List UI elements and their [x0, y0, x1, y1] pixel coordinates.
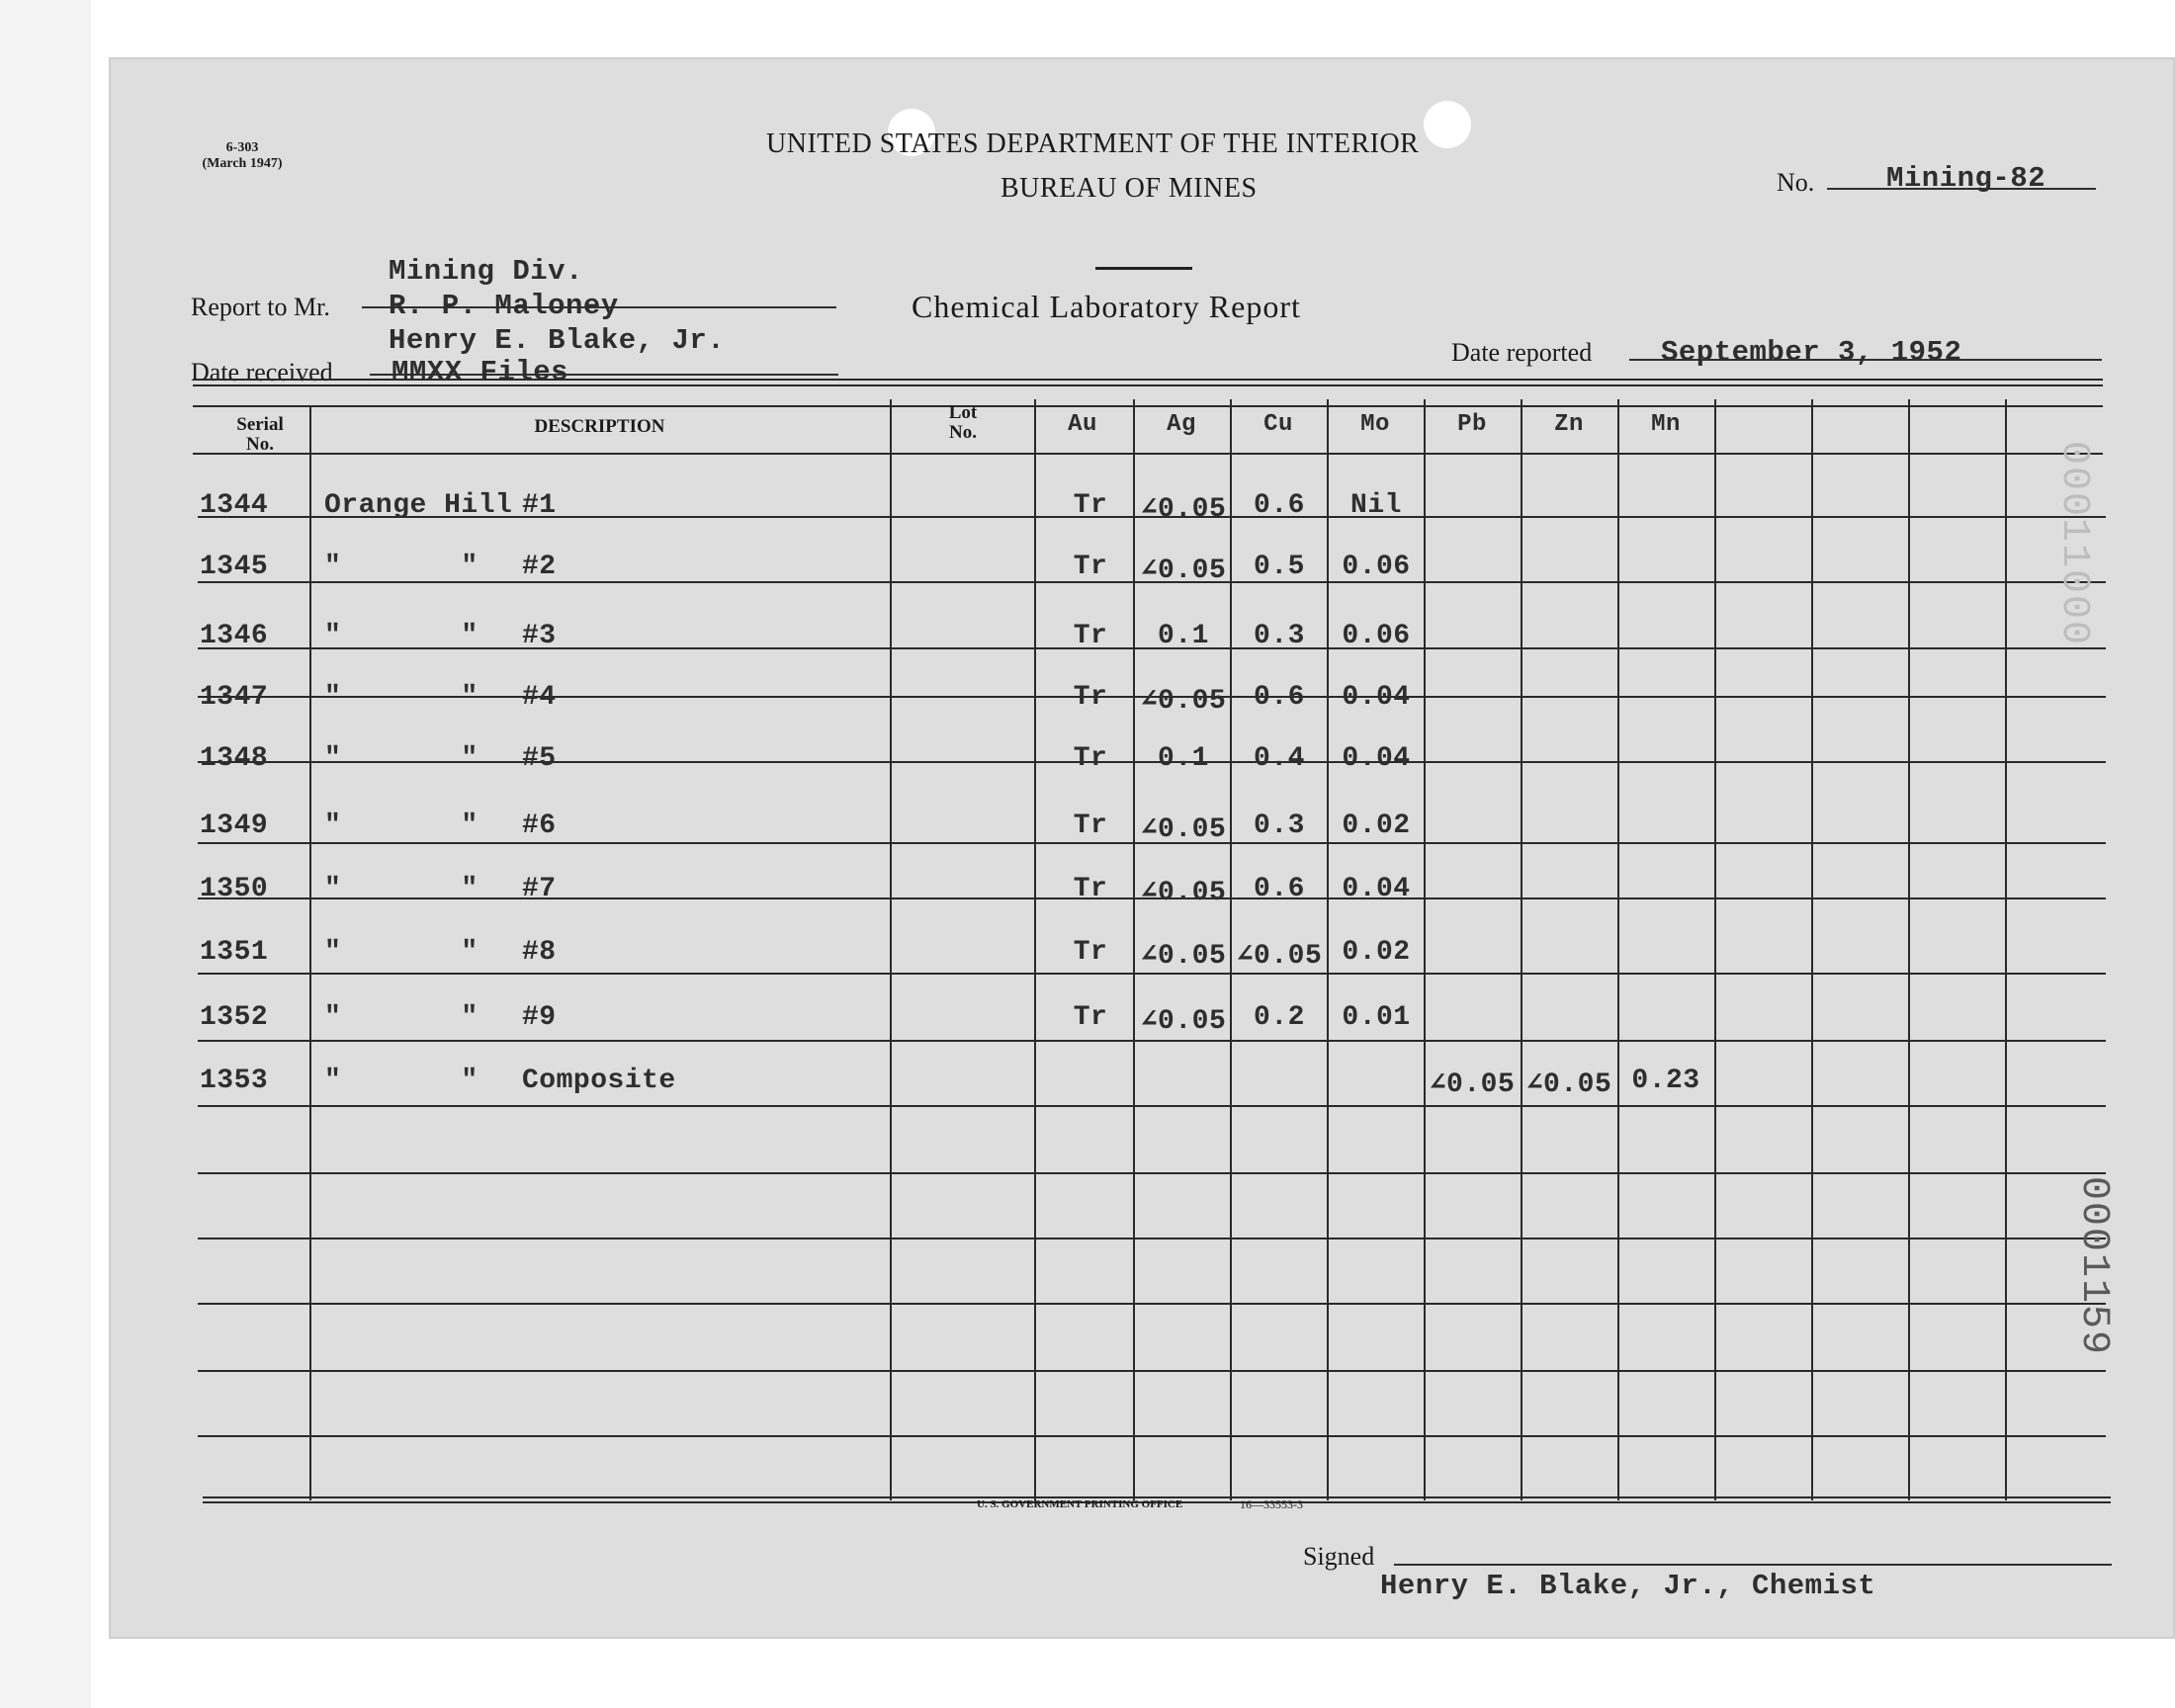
row-rule	[198, 1040, 2106, 1042]
cell-ag: ∠0.05	[1140, 494, 1227, 525]
signed-label: Signed	[1303, 1542, 1375, 1571]
header-element: Ag	[1167, 411, 1196, 438]
cell-cu: 0.4	[1254, 743, 1305, 774]
divider-au	[1133, 399, 1135, 1500]
cell-mn: 0.23	[1631, 1066, 1700, 1096]
report-to-name: R. P. Maloney	[389, 290, 619, 322]
divider-serial	[309, 407, 311, 1500]
cell-d1: "	[324, 552, 342, 582]
header-lot-line1: Lot	[948, 402, 978, 423]
cell-d1: "	[324, 811, 342, 841]
header-serial	[211, 415, 309, 455]
cell-serial: 1348	[200, 743, 269, 774]
cell-mo: 0.06	[1342, 621, 1411, 651]
cell-d3: #7	[522, 874, 557, 904]
cell-d2: "	[461, 1066, 478, 1096]
header-description: DESCRIPTION	[534, 416, 665, 437]
header-serial-line2: No.	[246, 434, 274, 455]
cell-mo: Nil	[1350, 490, 1402, 521]
cell-ag: 0.1	[1158, 743, 1209, 774]
cell-mo: 0.04	[1342, 682, 1411, 713]
stamp-number-upper: 00011000	[2051, 441, 2096, 647]
cell-cu: 0.6	[1254, 682, 1305, 713]
header-element: Mn	[1651, 411, 1681, 438]
cell-d2: "	[461, 811, 478, 841]
from-name: Henry E. Blake, Jr.	[389, 324, 726, 357]
cell-au: Tr	[1073, 552, 1108, 582]
cell-serial: 1345	[200, 552, 269, 582]
printer-code: 16—33553-3	[1240, 1497, 1303, 1511]
cell-d3: #3	[522, 621, 557, 651]
divider-pb	[1521, 399, 1522, 1500]
report-title: Chemical Laboratory Report	[912, 289, 1301, 324]
cell-au: Tr	[1073, 937, 1108, 968]
cell-d2: "	[461, 937, 478, 968]
cell-d2: "	[461, 874, 478, 904]
divider-mn	[1714, 399, 1716, 1500]
cell-d2: "	[461, 682, 478, 713]
cell-ag: ∠0.05	[1140, 555, 1227, 586]
date-reported-value: September 3, 1952	[1661, 336, 1962, 369]
cell-ag: ∠0.05	[1140, 814, 1227, 845]
report-to-division: Mining Div.	[389, 255, 583, 288]
no-label: No.	[1777, 168, 1815, 197]
cell-d1: "	[324, 874, 342, 904]
divider-mo	[1424, 399, 1426, 1500]
cell-d1: "	[324, 1066, 342, 1096]
cell-mo: 0.06	[1342, 552, 1411, 582]
divider-lot	[1034, 399, 1036, 1500]
cell-au: Tr	[1073, 621, 1108, 651]
date-reported-label: Date reported	[1451, 338, 1593, 367]
cell-au: Tr	[1073, 811, 1108, 841]
row-rule	[198, 973, 2106, 975]
cell-ag: ∠0.05	[1140, 1006, 1227, 1037]
department-heading: UNITED STATES DEPARTMENT OF THE INTERIOR	[766, 128, 1420, 159]
row-rule	[198, 1238, 2106, 1239]
divider-zn	[1617, 399, 1619, 1500]
cell-mo: 0.02	[1342, 937, 1411, 968]
no-value: Mining-82	[1886, 162, 2046, 195]
cell-serial: 1346	[200, 621, 269, 651]
table-header-top	[193, 405, 2103, 407]
divider-blank-1	[1811, 399, 1813, 1500]
cell-d2: "	[461, 743, 478, 774]
punch-hole-right	[1424, 101, 1471, 148]
cell-mo: 0.04	[1342, 743, 1411, 774]
cell-au: Tr	[1073, 874, 1108, 904]
cell-d3: #2	[522, 552, 557, 582]
divider-description	[890, 399, 892, 1500]
cell-serial: 1351	[200, 937, 269, 968]
cell-d3: #6	[522, 811, 557, 841]
cell-d1: "	[324, 937, 342, 968]
printer-mark: U. S. GOVERNMENT PRINTING OFFICE	[977, 1498, 1183, 1510]
cell-cu: 0.2	[1254, 1002, 1305, 1033]
cell-d1: Orange Hill	[324, 490, 513, 521]
cell-au: Tr	[1073, 1002, 1108, 1033]
cell-mo: 0.01	[1342, 1002, 1411, 1033]
cell-serial: 1347	[200, 682, 269, 713]
header-element: Mo	[1360, 411, 1390, 438]
cell-ag: 0.1	[1158, 621, 1209, 651]
header-element: Cu	[1263, 411, 1293, 438]
divider-blank-3	[2005, 399, 2007, 1500]
cell-d3: #8	[522, 937, 557, 968]
cell-cu: 0.3	[1254, 811, 1305, 841]
header-lot-line2: No.	[949, 422, 977, 443]
table-top-rule	[193, 379, 2103, 381]
cell-ag: ∠0.05	[1140, 878, 1227, 908]
form-date: (March 1947)	[202, 156, 283, 171]
cell-d3: Composite	[522, 1066, 676, 1096]
cell-zn: ∠0.05	[1525, 1069, 1612, 1100]
cell-serial: 1352	[200, 1002, 269, 1033]
cell-d1: "	[324, 1002, 342, 1033]
cell-cu: 0.6	[1254, 490, 1305, 521]
cell-au: Tr	[1073, 490, 1108, 521]
row-rule	[198, 1172, 2106, 1174]
date-received-value: MMXX Files	[392, 356, 569, 388]
cell-mo: 0.02	[1342, 811, 1411, 841]
header-lot	[892, 403, 1034, 443]
date-received-label: Date received	[191, 358, 333, 386]
report-to-label: Report to Mr.	[191, 293, 330, 321]
divider-blank-2	[1908, 399, 1910, 1500]
title-rule	[1095, 267, 1192, 270]
cell-cu: 0.5	[1254, 552, 1305, 582]
cell-serial: 1344	[200, 490, 269, 521]
cell-d1: "	[324, 743, 342, 774]
scan-margin	[0, 0, 91, 1708]
cell-d2: "	[461, 1002, 478, 1033]
cell-d3: #4	[522, 682, 557, 713]
cell-cu: 0.3	[1254, 621, 1305, 651]
cell-pb: ∠0.05	[1429, 1069, 1516, 1100]
header-element: Zn	[1554, 411, 1584, 438]
cell-serial: 1350	[200, 874, 269, 904]
cell-au: Tr	[1073, 682, 1108, 713]
table-top-rule-2	[193, 384, 2103, 386]
signed-line	[1394, 1564, 2112, 1566]
header-serial-line1: Serial	[236, 414, 284, 435]
cell-d1: "	[324, 621, 342, 651]
header-element: Pb	[1457, 411, 1487, 438]
cell-d1: "	[324, 682, 342, 713]
cell-cu: 0.6	[1254, 874, 1305, 904]
cell-ag: ∠0.05	[1140, 941, 1227, 972]
cell-serial: 1353	[200, 1066, 269, 1096]
table-header-bottom	[193, 453, 2103, 455]
stamp-number-lower: 0001159	[2071, 1176, 2116, 1357]
cell-d2: "	[461, 552, 478, 582]
header-element: Au	[1068, 411, 1097, 438]
row-rule	[198, 1435, 2106, 1437]
cell-d3: #9	[522, 1002, 557, 1033]
cell-cu: ∠0.05	[1236, 941, 1323, 972]
cell-d3: #5	[522, 743, 557, 774]
row-rule	[198, 1303, 2106, 1305]
signed-value: Henry E. Blake, Jr., Chemist	[1380, 1570, 1876, 1602]
cell-serial: 1349	[200, 811, 269, 841]
cell-ag: ∠0.05	[1140, 686, 1227, 717]
cell-d3: #1	[522, 490, 557, 521]
form-number: 6-303	[225, 140, 259, 155]
bureau-heading: BUREAU OF MINES	[1000, 173, 1258, 204]
row-rule	[198, 1370, 2106, 1372]
cell-mo: 0.04	[1342, 874, 1411, 904]
cell-au: Tr	[1073, 743, 1108, 774]
cell-d2: "	[461, 621, 478, 651]
row-rule	[198, 1105, 2106, 1107]
